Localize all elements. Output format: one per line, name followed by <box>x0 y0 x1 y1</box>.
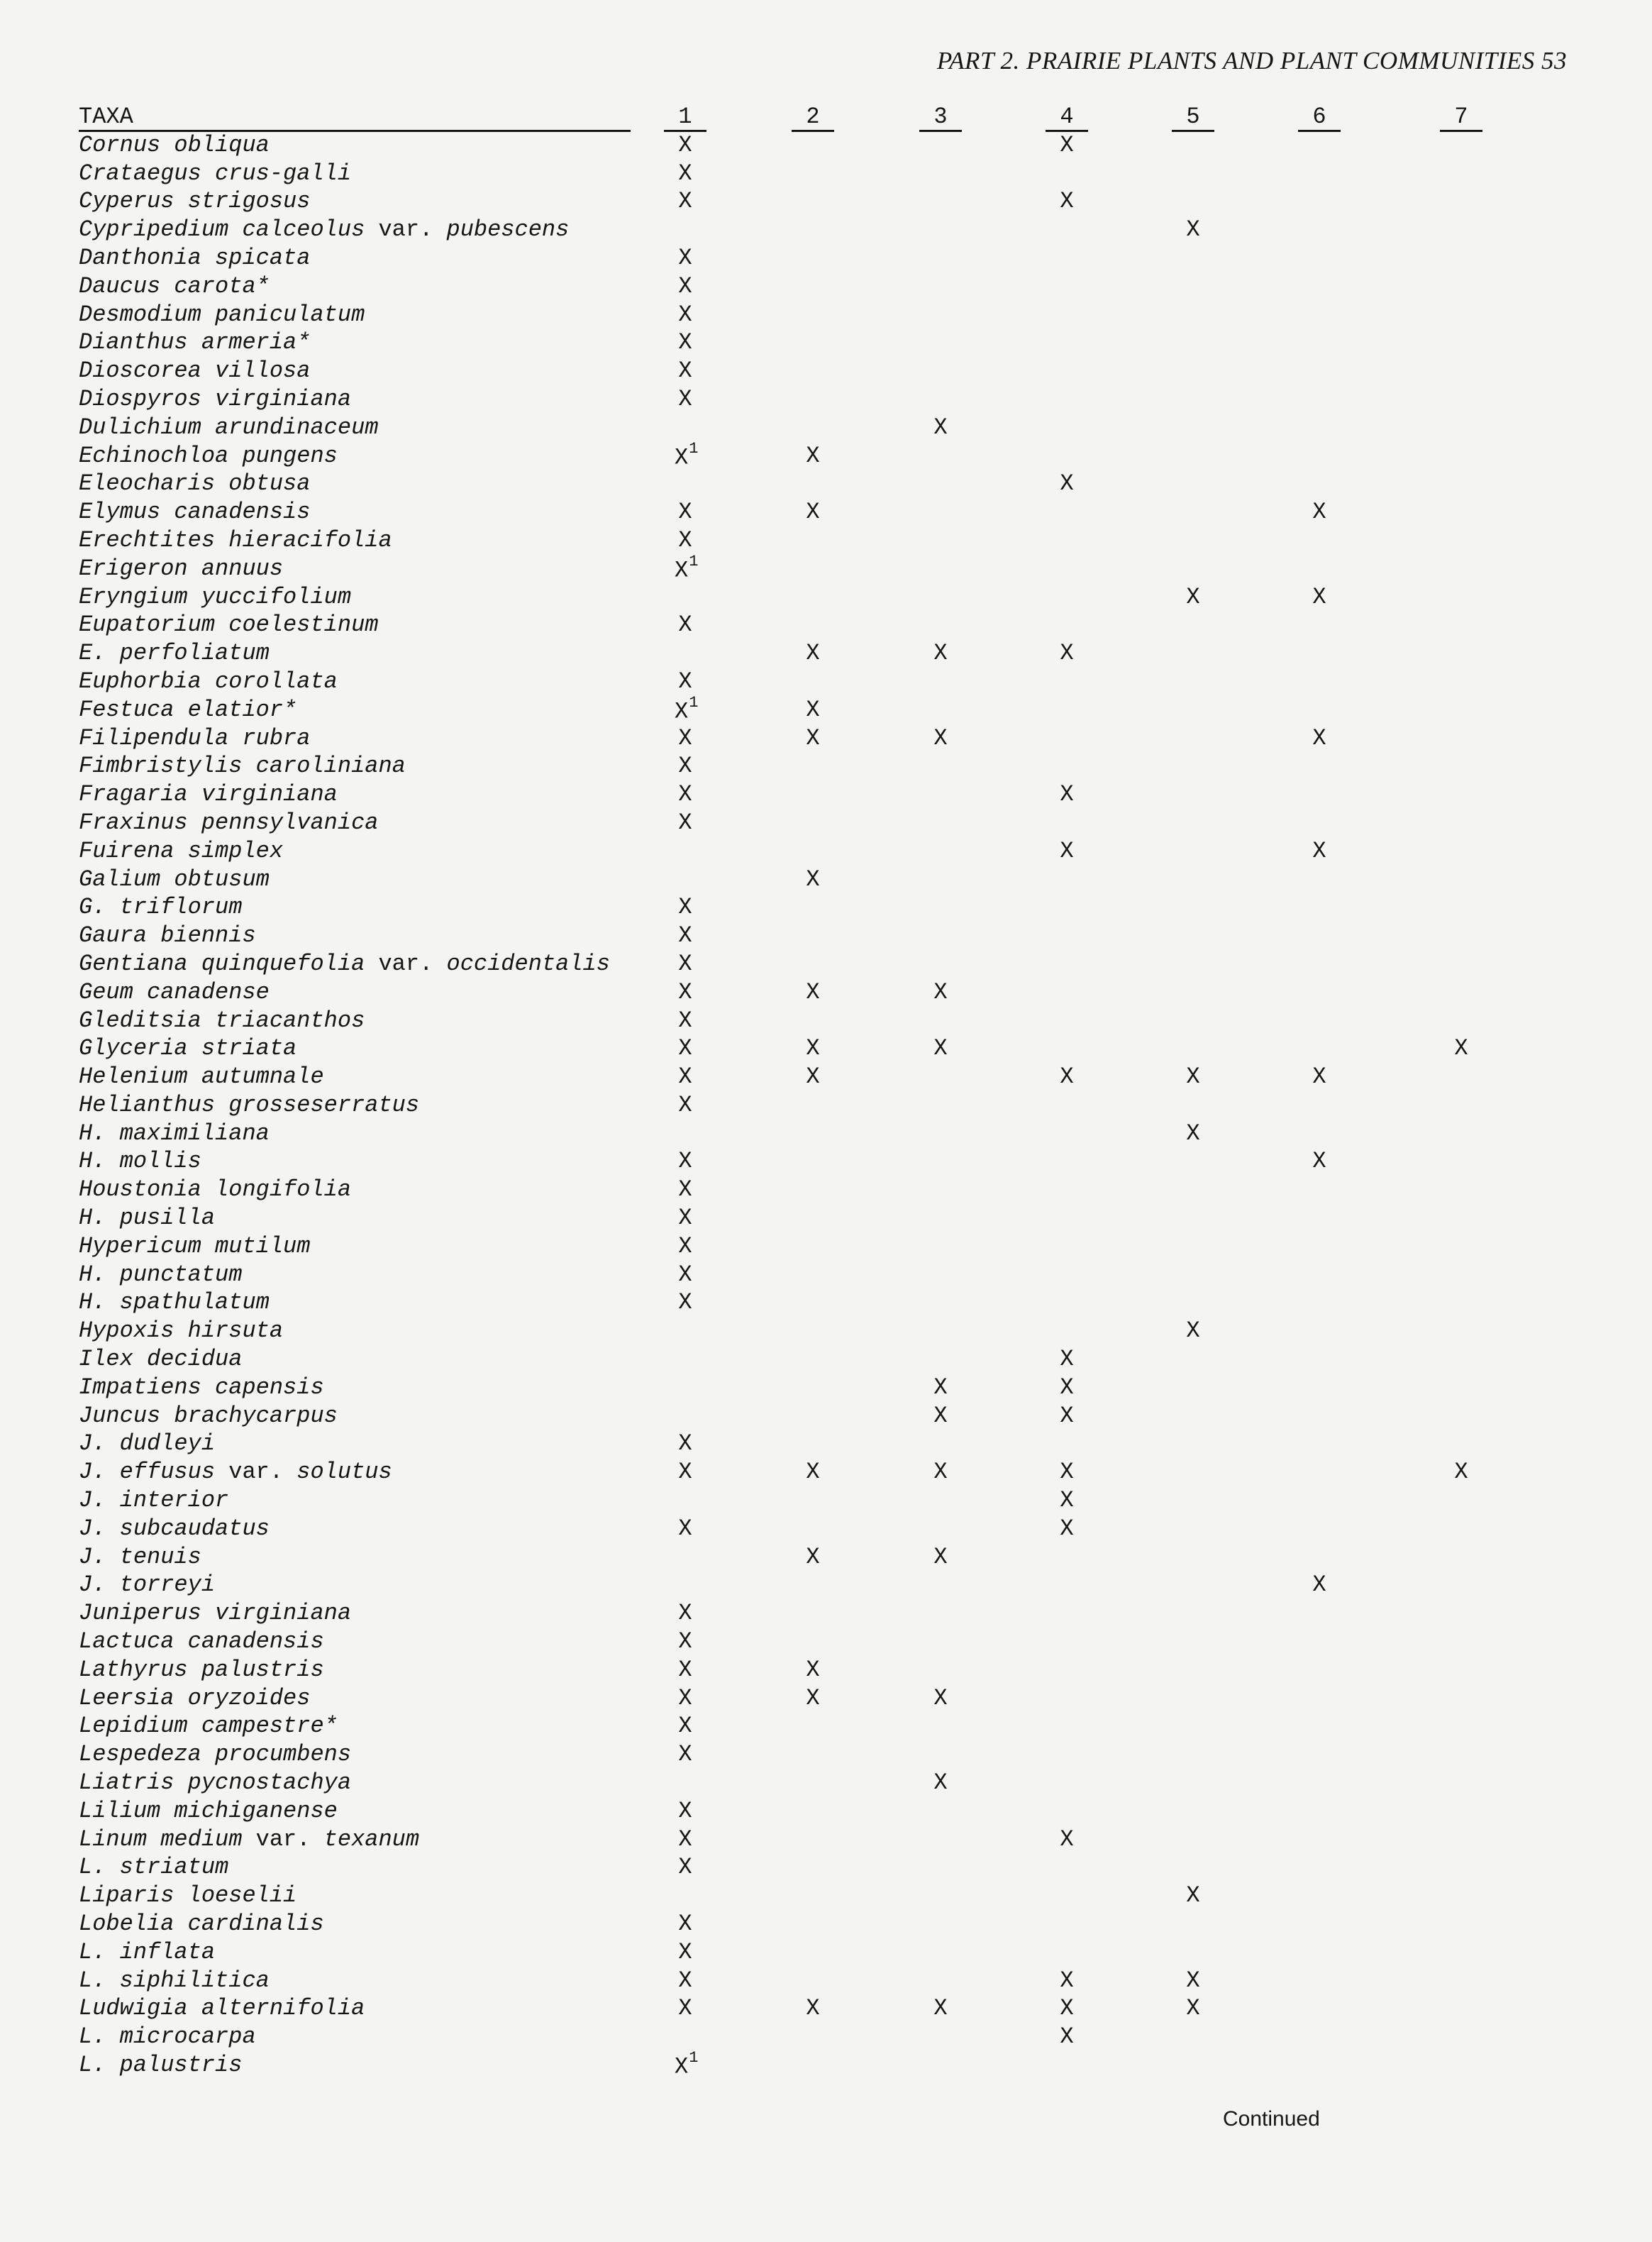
taxon-name: Helenium autumnale <box>79 1064 324 1090</box>
taxon-name: Desmodium paniculatum <box>79 301 365 328</box>
mark-col-4: X <box>1060 1374 1074 1401</box>
taxon-name: Linum medium var. texanum <box>79 1826 420 1852</box>
mark-col-2: X <box>806 1035 820 1062</box>
mark-col-5: X <box>1186 583 1200 610</box>
taxon-name: Fimbristylis caroliniana <box>79 753 406 780</box>
mark-col-1: X <box>678 1430 692 1457</box>
taxon-name: Geum canadense <box>79 978 270 1005</box>
mark-col-6: X <box>1312 1572 1326 1598</box>
mark-col-1: X <box>678 1826 692 1852</box>
mark-col-4: X <box>1060 1826 1074 1852</box>
column-header: 5 <box>1172 104 1214 132</box>
taxon-name: H. maximiliana <box>79 1120 270 1147</box>
mark-col-1: X <box>678 1232 692 1259</box>
mark-col-1: X <box>678 894 692 921</box>
mark-col-2: X <box>806 640 820 667</box>
taxon-name: Hypericum mutilum <box>79 1232 311 1259</box>
mark-col-2: X <box>806 724 820 751</box>
taxon-name: H. pusilla <box>79 1205 216 1232</box>
taxon-name: Ilex decidua <box>79 1346 243 1373</box>
mark-col-1: X <box>678 1007 692 1034</box>
mark-col-6: X <box>1312 1064 1326 1090</box>
mark-col-1: $X^1$ <box>675 552 699 584</box>
mark-col-2: X <box>806 1064 820 1090</box>
taxon-name: H. punctatum <box>79 1261 243 1288</box>
taxon-name: Echinochloa pungens <box>79 442 338 469</box>
mark-col-1: X <box>678 612 692 639</box>
taxon-name: Ludwigia alternifolia <box>79 1995 365 2022</box>
mark-col-3: X <box>933 1543 948 1570</box>
continued-note: Continued <box>1223 2107 1320 2131</box>
mark-col-1: X <box>678 301 692 328</box>
mark-col-4: X <box>1060 2023 1074 2050</box>
mark-col-1: X <box>678 385 692 412</box>
taxon-name: J. tenuis <box>79 1543 201 1570</box>
mark-col-1: X <box>678 272 692 299</box>
taxon-name: Cyperus strigosus <box>79 188 311 215</box>
taxon-name: E. perfoliatum <box>79 640 270 667</box>
taxon-name: Eryngium yuccifolium <box>79 583 352 610</box>
taxon-name: Eupatorium coelestinum <box>79 612 379 639</box>
mark-col-6: X <box>1312 499 1326 526</box>
mark-col-6: X <box>1312 583 1326 610</box>
mark-col-1: X <box>678 1600 692 1627</box>
taxon-name: Erigeron annuus <box>79 555 284 582</box>
taxon-name: L. inflata <box>79 1938 216 1965</box>
mark-col-2: X <box>806 1684 820 1711</box>
mark-col-1: X <box>678 1938 692 1965</box>
taxon-name: Leersia oryzoides <box>79 1684 311 1711</box>
mark-col-5: X <box>1186 1120 1200 1147</box>
taxon-name: Liatris pycnostachya <box>79 1769 352 1796</box>
mark-col-3: X <box>933 1374 948 1401</box>
mark-col-3: X <box>933 1035 948 1062</box>
taxon-name: Lespedeza procumbens <box>79 1741 352 1768</box>
mark-col-1: X <box>678 1854 692 1881</box>
mark-col-2: X <box>806 1995 820 2022</box>
mark-col-1: X <box>678 809 692 836</box>
mark-col-1: X <box>678 1148 692 1175</box>
mark-col-4: X <box>1060 1967 1074 1994</box>
taxon-name: Juniperus virginiana <box>79 1600 352 1627</box>
taxon-name: Liparis loeselii <box>79 1882 297 1909</box>
mark-col-4: X <box>1060 131 1074 158</box>
mark-col-1: X <box>678 922 692 949</box>
taxon-name: J. subcaudatus <box>79 1515 270 1542</box>
mark-col-3: X <box>933 1769 948 1796</box>
mark-col-1: X <box>678 1713 692 1740</box>
taxon-name: Diospyros virginiana <box>79 385 352 412</box>
mark-col-4: X <box>1060 188 1074 215</box>
mark-col-1: X <box>678 1967 692 1994</box>
taxon-name: Fraxinus pennsylvanica <box>79 809 379 836</box>
taxon-name: J. interior <box>79 1487 229 1514</box>
taxon-name: Dulichium arundinaceum <box>79 414 379 441</box>
mark-col-1: X <box>678 724 692 751</box>
taxon-name: J. dudleyi <box>79 1430 216 1457</box>
mark-col-4: X <box>1060 1459 1074 1486</box>
taxon-name: Danthonia spicata <box>79 244 311 271</box>
mark-col-4: X <box>1060 837 1074 864</box>
mark-col-1: X <box>678 160 692 187</box>
mark-col-7: X <box>1454 1459 1468 1486</box>
column-header: 4 <box>1046 104 1088 132</box>
taxon-name: Gentiana quinquefolia var. occidentalis <box>79 950 610 977</box>
mark-col-4: X <box>1060 1995 1074 2022</box>
mark-col-4: X <box>1060 781 1074 808</box>
mark-col-2: X <box>806 978 820 1005</box>
mark-col-3: X <box>933 978 948 1005</box>
mark-col-1: X <box>678 1656 692 1683</box>
column-header: 2 <box>792 104 834 132</box>
mark-col-2: X <box>806 1543 820 1570</box>
mark-col-2: X <box>806 1656 820 1683</box>
taxon-name: L. siphilitica <box>79 1967 270 1994</box>
taxon-name: Houstonia longifolia <box>79 1176 352 1203</box>
mark-col-5: X <box>1186 1882 1200 1909</box>
mark-col-4: X <box>1060 470 1074 497</box>
mark-col-1: X <box>678 329 692 356</box>
mark-col-2: X <box>806 442 820 469</box>
footnote-marker: 1 <box>689 439 699 458</box>
taxa-column-header: TAXA <box>79 104 631 132</box>
taxon-name: Cypripedium calceolus var. pubescens <box>79 216 570 243</box>
taxon-name: Festuca elatior* <box>79 696 297 723</box>
taxon-name: Juncus brachycarpus <box>79 1402 338 1429</box>
taxon-name: Daucus carota* <box>79 272 270 299</box>
mark-col-2: X <box>806 866 820 893</box>
mark-col-3: X <box>933 1684 948 1711</box>
mark-col-5: X <box>1186 1318 1200 1344</box>
taxon-name: Impatiens capensis <box>79 1374 324 1401</box>
mark-col-1: X <box>678 358 692 385</box>
mark-col-1: X <box>678 1628 692 1655</box>
taxon-name: Lilium michiganense <box>79 1797 338 1824</box>
taxon-name: Fuirena simplex <box>79 837 284 864</box>
taxon-name: Lepidium campestre* <box>79 1713 338 1740</box>
mark-col-1: X <box>678 753 692 780</box>
mark-col-3: X <box>933 640 948 667</box>
taxon-name: Gleditsia triacanthos <box>79 1007 365 1034</box>
mark-col-3: X <box>933 1459 948 1486</box>
taxon-name: Lobelia cardinalis <box>79 1911 324 1937</box>
taxon-name: Lactuca canadensis <box>79 1628 324 1655</box>
taxon-name: Dioscorea villosa <box>79 358 311 385</box>
taxon-name: L. striatum <box>79 1854 229 1881</box>
mark-col-1: X <box>678 1684 692 1711</box>
taxon-name: G. triflorum <box>79 894 243 921</box>
column-header: 1 <box>664 104 706 132</box>
mark-col-6: X <box>1312 837 1326 864</box>
column-header: 7 <box>1440 104 1482 132</box>
mark-col-4: X <box>1060 1402 1074 1429</box>
mark-col-1: X <box>678 1261 692 1288</box>
mark-col-1: $X^1$ <box>675 693 699 725</box>
mark-col-4: X <box>1060 1346 1074 1373</box>
mark-col-1: X <box>678 950 692 977</box>
mark-col-4: X <box>1060 1487 1074 1514</box>
mark-col-1: X <box>678 1064 692 1090</box>
taxon-name: Lathyrus palustris <box>79 1656 324 1683</box>
mark-col-1: X <box>678 499 692 526</box>
column-header: 6 <box>1298 104 1341 132</box>
column-header: 3 <box>919 104 962 132</box>
taxon-name: H. mollis <box>79 1148 201 1175</box>
mark-col-1: X <box>678 1205 692 1232</box>
mark-col-2: X <box>806 1459 820 1486</box>
mark-col-1: X <box>678 1091 692 1118</box>
taxon-name: Fragaria virginiana <box>79 781 338 808</box>
taxon-name: Cornus obliqua <box>79 131 270 158</box>
mark-col-2: X <box>806 696 820 723</box>
mark-col-1: X <box>678 188 692 215</box>
mark-col-1: X <box>678 1459 692 1486</box>
taxon-name: Dianthus armeria* <box>79 329 311 356</box>
taxon-name: Eleocharis obtusa <box>79 470 311 497</box>
mark-col-1: X <box>678 1289 692 1316</box>
mark-col-3: X <box>933 1995 948 2022</box>
taxon-name: Erechtites hieracifolia <box>79 526 392 553</box>
mark-col-1: X <box>678 1035 692 1062</box>
mark-col-4: X <box>1060 640 1074 667</box>
mark-col-1: X <box>678 244 692 271</box>
mark-col-1: X <box>678 131 692 158</box>
mark-col-1: X <box>678 978 692 1005</box>
taxon-name: Euphorbia corollata <box>79 668 338 695</box>
taxon-name: Filipendula rubra <box>79 724 311 751</box>
mark-col-1: X <box>678 1995 692 2022</box>
taxon-name: L. microcarpa <box>79 2023 256 2050</box>
mark-col-7: X <box>1454 1035 1468 1062</box>
mark-col-5: X <box>1186 216 1200 243</box>
mark-col-5: X <box>1186 1967 1200 1994</box>
mark-col-5: X <box>1186 1995 1200 2022</box>
taxon-name: Galium obtusum <box>79 866 270 893</box>
mark-col-1: X <box>678 781 692 808</box>
footnote-marker: 1 <box>689 552 699 570</box>
taxon-name: Crataegus crus-galli <box>79 160 352 187</box>
mark-col-4: X <box>1060 1515 1074 1542</box>
taxon-name: Gaura biennis <box>79 922 256 949</box>
mark-col-6: X <box>1312 724 1326 751</box>
taxon-name: J. effusus var. solutus <box>79 1459 392 1486</box>
mark-col-1: X <box>678 1515 692 1542</box>
footnote-marker: 1 <box>689 693 699 712</box>
mark-col-1: X <box>678 1741 692 1768</box>
taxon-name: J. torreyi <box>79 1572 216 1598</box>
mark-col-1: X <box>678 1797 692 1824</box>
mark-col-3: X <box>933 414 948 441</box>
mark-col-1: X <box>678 668 692 695</box>
mark-col-1: $X^1$ <box>675 439 699 471</box>
mark-col-3: X <box>933 724 948 751</box>
mark-col-1: $X^1$ <box>675 2048 699 2080</box>
mark-col-6: X <box>1312 1148 1326 1175</box>
mark-col-1: X <box>678 1911 692 1937</box>
taxon-name: Hypoxis hirsuta <box>79 1318 284 1344</box>
taxon-name: Glyceria striata <box>79 1035 297 1062</box>
page-header: PART 2. PRAIRIE PLANTS AND PLANT COMMUNITIES 53 <box>936 47 1567 74</box>
taxon-name: L. palustris <box>79 2051 243 2078</box>
taxon-name: H. spathulatum <box>79 1289 270 1316</box>
footnote-marker: 1 <box>689 2048 699 2067</box>
mark-col-1: X <box>678 1176 692 1203</box>
mark-col-1: X <box>678 526 692 553</box>
mark-col-3: X <box>933 1402 948 1429</box>
taxon-name: Elymus canadensis <box>79 499 311 526</box>
mark-col-4: X <box>1060 1064 1074 1090</box>
mark-col-5: X <box>1186 1064 1200 1090</box>
mark-col-2: X <box>806 499 820 526</box>
taxon-name: Helianthus grosseserratus <box>79 1091 420 1118</box>
